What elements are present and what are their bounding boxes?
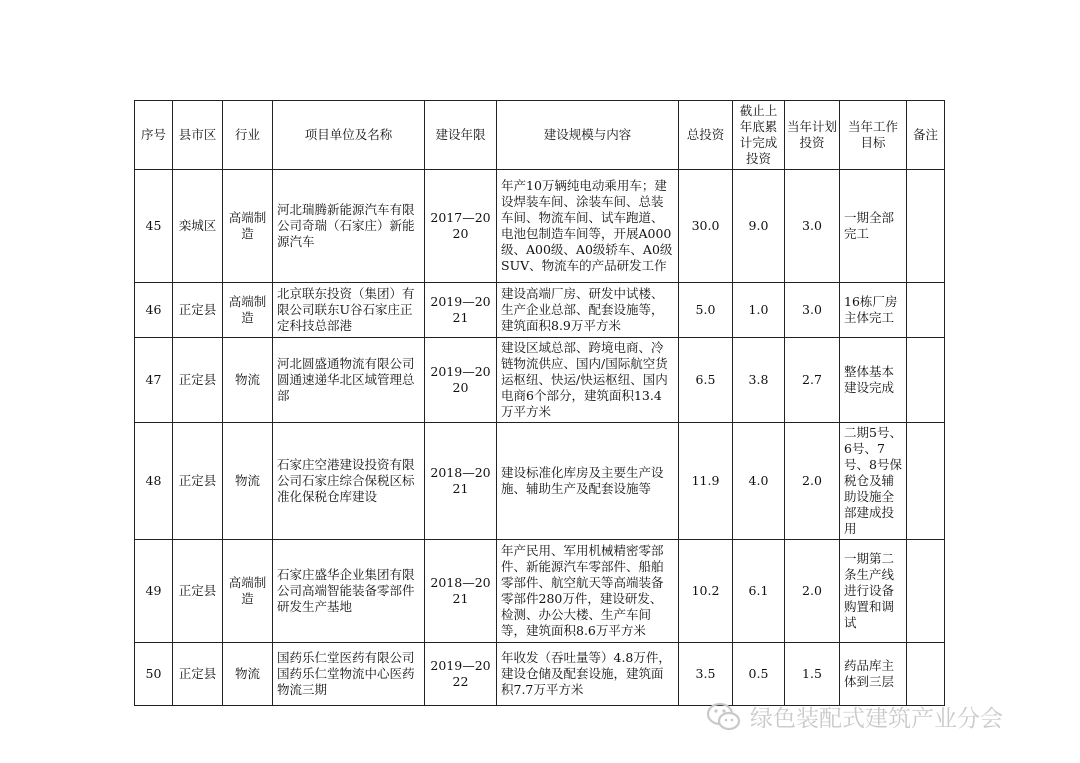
row-industry: 高端制造: [223, 170, 273, 283]
row-cumulative: 0.5: [733, 643, 785, 706]
row-period: 2017—2020: [425, 170, 497, 283]
row-cumulative: 3.8: [733, 338, 785, 423]
row-scope: 年产民用、军用机械精密零部件、新能源汽车零部件、船舶零部件、航空航天等高端装备零部件280万件，建设研发、检测、办公大楼、生产车间等，建筑面积8.6万平方米: [497, 540, 679, 643]
row-industry: 高端制造: [223, 540, 273, 643]
header-county: 县市区: [173, 101, 223, 170]
row-industry: 物流: [223, 423, 273, 540]
row-goal: 二期5号、6号、7号、8号保税仓及辅助设施全部建成投用: [840, 423, 907, 540]
table-row: [135, 643, 945, 706]
row-period: 2019—2022: [425, 643, 497, 706]
row-note: [907, 283, 945, 338]
table-header-row: [135, 101, 945, 170]
row-plan: 2.0: [785, 423, 840, 540]
row-project: 河北瑞腾新能源汽车有限公司奇瑞（石家庄）新能源汽车: [273, 170, 425, 283]
row-no: 47: [135, 338, 173, 423]
row-period: 2019—2020: [425, 338, 497, 423]
row-goal: 一期第二条生产线进行设备购置和调试: [840, 540, 907, 643]
row-cumulative: 6.1: [733, 540, 785, 643]
row-no: 48: [135, 423, 173, 540]
header-plan: 当年计划投资: [785, 101, 840, 170]
header-goal: 当年工作目标: [840, 101, 907, 170]
header-industry: 行业: [223, 101, 273, 170]
row-period: 2018—2021: [425, 540, 497, 643]
project-table: [134, 100, 945, 706]
header-scope: 建设规模与内容: [497, 101, 679, 170]
row-county: 正定县: [173, 423, 223, 540]
row-goal: 药品库主体到三层: [840, 643, 907, 706]
row-period: 2018—2021: [425, 423, 497, 540]
row-no: 46: [135, 283, 173, 338]
row-project: 石家庄盛华企业集团有限公司高端智能装备零部件研发生产基地: [273, 540, 425, 643]
row-cumulative: 4.0: [733, 423, 785, 540]
header-no: 序号: [135, 101, 173, 170]
row-project: 国药乐仁堂医药有限公司国药乐仁堂物流中心医药物流三期: [273, 643, 425, 706]
watermark: [706, 700, 1003, 733]
row-goal: 16栋厂房主体完工: [840, 283, 907, 338]
row-no: 45: [135, 170, 173, 283]
row-note: [907, 643, 945, 706]
row-industry: 物流: [223, 643, 273, 706]
row-note: [907, 423, 945, 540]
row-industry: 高端制造: [223, 283, 273, 338]
row-plan: 3.0: [785, 283, 840, 338]
row-industry: 物流: [223, 338, 273, 423]
row-no: 49: [135, 540, 173, 643]
watermark-text: 绿色装配式建筑产业分会: [750, 706, 1003, 732]
row-scope: 建设区域总部、跨境电商、冷链物流供应、国内/国际航空货运枢纽、快运/快运枢纽、国内电商6个部分，建筑面积13.4万平方米: [497, 338, 679, 423]
row-plan: 2.7: [785, 338, 840, 423]
wechat-logo-icon: [706, 702, 742, 732]
row-county: 正定县: [173, 540, 223, 643]
header-period: 建设年限: [425, 101, 497, 170]
row-goal: 一期全部完工: [840, 170, 907, 283]
header-note: 备注: [907, 101, 945, 170]
row-total: 5.0: [679, 283, 733, 338]
row-total: 3.5: [679, 643, 733, 706]
header-total: 总投资: [679, 101, 733, 170]
row-scope: 年收发（吞吐量等）4.8万件，建设仓储及配套设施，建筑面积7.7万平方米: [497, 643, 679, 706]
row-note: [907, 170, 945, 283]
table-row: [135, 338, 945, 423]
row-no: 50: [135, 643, 173, 706]
row-total: 11.9: [679, 423, 733, 540]
row-plan: 1.5: [785, 643, 840, 706]
table-row: [135, 423, 945, 540]
row-cumulative: 1.0: [733, 283, 785, 338]
row-total: 6.5: [679, 338, 733, 423]
row-scope: 年产10万辆纯电动乘用车；建设焊装车间、涂装车间、总装车间、物流车间、试车跑道、电池包制造车间等，开展A000级、A00级、A0级轿车、A0级SUV、物流车的产品研发工作: [497, 170, 679, 283]
table-row: [135, 283, 945, 338]
row-county: 正定县: [173, 283, 223, 338]
row-county: 正定县: [173, 643, 223, 706]
row-scope: 建设标准化库房及主要生产设施、辅助生产及配套设施等: [497, 423, 679, 540]
row-county: 正定县: [173, 338, 223, 423]
row-county: 栾城区: [173, 170, 223, 283]
row-goal: 整体基本建设完成: [840, 338, 907, 423]
row-note: [907, 540, 945, 643]
row-cumulative: 9.0: [733, 170, 785, 283]
row-project: 石家庄空港建设投资有限公司石家庄综合保税区标准化保税仓库建设: [273, 423, 425, 540]
row-plan: 2.0: [785, 540, 840, 643]
row-project: 河北圆盛通物流有限公司圆通速递华北区域管理总部: [273, 338, 425, 423]
row-plan: 3.0: [785, 170, 840, 283]
row-note: [907, 338, 945, 423]
header-project: 项目单位及名称: [273, 101, 425, 170]
row-project: 北京联东投资（集团）有限公司联东U谷石家庄正定科技总部港: [273, 283, 425, 338]
row-scope: 建设高端厂房、研发中试楼、生产企业总部、配套设施等，建筑面积8.9万平方米: [497, 283, 679, 338]
table-row: [135, 540, 945, 643]
header-cumulative: 截止上年底累计完成投资: [733, 101, 785, 170]
row-period: 2019—2021: [425, 283, 497, 338]
row-total: 30.0: [679, 170, 733, 283]
row-total: 10.2: [679, 540, 733, 643]
table-row: [135, 170, 945, 283]
